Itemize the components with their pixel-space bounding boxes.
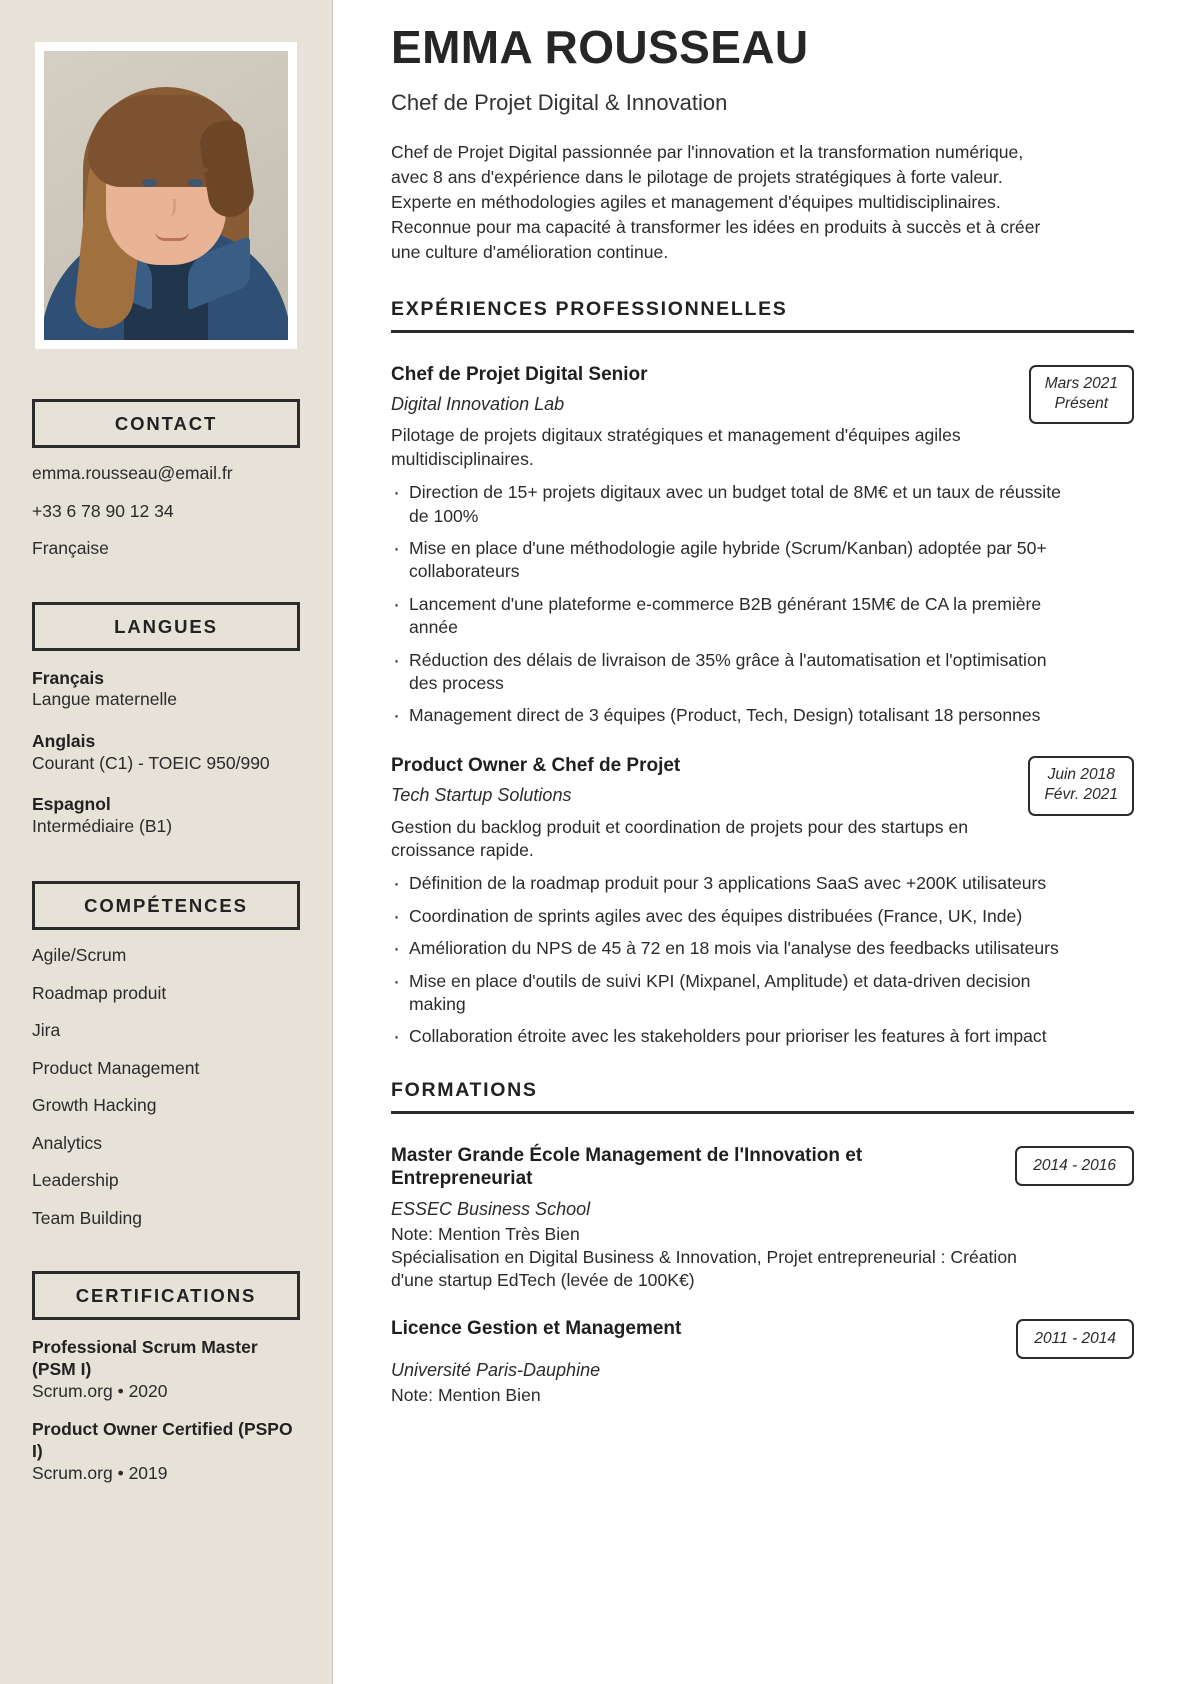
certification-meta: Scrum.org • 2020 (32, 1380, 168, 1401)
skills-section (32, 881, 300, 1227)
certification-meta: Scrum.org • 2019 (32, 1462, 168, 1483)
certification-name: Professional Scrum Master (PSM I) (32, 1337, 258, 1379)
experience-bullets (391, 872, 1134, 1048)
experience-title: Product Owner & Chef de Projet (391, 754, 681, 776)
education-entry (391, 1144, 1134, 1293)
experience-title: Chef de Projet Digital Senior (391, 363, 648, 385)
bullet-item: · Mise en place d'outils de suivi KPI (Mixpanel, Amplitude) et data-driven decision making (391, 970, 1063, 1017)
education-title: Master Grande École Management de l'Innovation et Entrepreneuriat (391, 1144, 863, 1189)
bullet-item: · Mise en place d'une méthodologie agile hybride (Scrum/Kanban) adoptée par 50+ collaborateurs (391, 537, 1063, 584)
language-item (32, 731, 300, 774)
contact-heading: CONTACT (32, 399, 300, 448)
certification-item (32, 1337, 300, 1402)
profile-photo-frame (35, 42, 297, 349)
bullet-item: · Lancement d'une plateforme e-commerce B2B générant 15M€ de CA la première année (391, 593, 1063, 640)
education-entry (391, 1317, 1134, 1407)
experience-date-badge (1028, 756, 1134, 816)
skill-item: Leadership (32, 1170, 119, 1191)
education-heading: FORMATIONS (391, 1079, 1134, 1114)
certifications-section (32, 1271, 300, 1484)
contact-email[interactable]: emma.rousseau@email.fr (32, 463, 233, 483)
education-title: Licence Gestion et Management (391, 1317, 682, 1339)
certification-item (32, 1419, 300, 1484)
languages-section (32, 602, 300, 838)
language-name: Anglais (32, 730, 96, 751)
language-item (32, 794, 300, 837)
skill-item: Team Building (32, 1207, 142, 1228)
experience-description: Pilotage de projets digitaux stratégiques et management d'équipes agiles multidisciplinaires. (391, 425, 961, 469)
language-level: Courant (C1) - TOEIC 950/990 (32, 752, 270, 773)
education-organization: ESSEC Business School (391, 1199, 591, 1220)
skill-item: Growth Hacking (32, 1095, 157, 1116)
language-name: Français (32, 667, 104, 688)
bullet-item: · Coordination de sprints agiles avec des équipes distribuées (France, UK, Inde) (391, 905, 1063, 928)
contact-phone[interactable]: +33 6 78 90 12 34 (32, 500, 174, 521)
languages-heading: LANGUES (32, 602, 300, 651)
certification-name: Product Owner Certified (PSPO I) (32, 1419, 293, 1461)
certifications-heading: CERTIFICATIONS (32, 1271, 300, 1320)
date-end: Présent (1054, 395, 1109, 412)
profile-summary: Chef de Projet Digital passionnée par l'innovation et la transformation numérique, avec 8 ans d'expérience dans le pilotage de projets stratégiques à forte valeur. Experte en méthodologies agiles et management d'équipes multidisciplinaires. Reconnue pour ma capacité à transformer les idées en produits à succès et à créer une culture d'amélioration continue. (391, 141, 1041, 262)
bullet-item: · Définition de la roadmap produit pour 3 applications SaaS avec +200K utilisateurs (391, 872, 1063, 895)
education-section (391, 1079, 1134, 1407)
contact-section (32, 399, 300, 558)
skill-item: Roadmap produit (32, 982, 167, 1003)
bullet-item: · Direction de 15+ projets digitaux avec un budget total de 8M€ et un taux de réussite de 100% (391, 481, 1063, 528)
date-start: Juin 2018 (1047, 765, 1115, 783)
candidate-job-title: Chef de Projet Digital & Innovation (391, 89, 728, 115)
language-item (32, 668, 300, 711)
sidebar (0, 0, 333, 1684)
education-date-badge: 2011 - 2014 (1016, 1319, 1134, 1359)
contact-nationality: Française (32, 538, 109, 558)
bullet-item: · Amélioration du NPS de 45 à 72 en 18 mois via l'analyse des feedbacks utilisateurs (391, 937, 1063, 960)
main-column (333, 0, 1190, 1684)
experience-description: Gestion du backlog produit et coordination de projets pour des startups en croissance rapide. (391, 816, 969, 861)
candidate-name: EMMA ROUSSEAU (391, 21, 809, 73)
date-start: Mars 2021 (1044, 374, 1118, 392)
profile-photo (44, 51, 288, 340)
bullet-item: · Réduction des délais de livraison de 35% grâce à l'automatisation et l'optimisation des process (391, 649, 1063, 696)
experience-organization: Digital Innovation Lab (391, 393, 565, 414)
bullet-item: · Collaboration étroite avec les stakeholders pour prioriser les features à fort impact (391, 1025, 1063, 1048)
skill-item: Agile/Scrum (32, 945, 127, 966)
skill-item: Product Management (32, 1057, 200, 1078)
education-organization: Université Paris-Dauphine (391, 1360, 601, 1381)
education-date-badge: 2014 - 2016 (1015, 1146, 1134, 1186)
language-level: Intermédiaire (B1) (32, 815, 173, 836)
skills-heading: COMPÉTENCES (32, 881, 300, 930)
language-name: Espagnol (32, 793, 111, 814)
experience-organization: Tech Startup Solutions (391, 784, 572, 805)
education-note: Note: Mention Bien (391, 1384, 541, 1405)
experience-entry (391, 754, 1134, 1049)
experience-heading: EXPÉRIENCES PROFESSIONNELLES (391, 298, 1134, 333)
experience-section (391, 298, 1134, 1049)
skill-item: Jira (32, 1020, 61, 1041)
education-note: Note: Mention Très Bien (391, 1223, 580, 1244)
skill-item: Analytics (32, 1132, 103, 1153)
date-end: Févr. 2021 (1044, 786, 1118, 804)
language-level: Langue maternelle (32, 689, 177, 710)
bullet-item: · Management direct de 3 équipes (Product, Tech, Design) totalisant 18 personnes (391, 704, 1063, 727)
education-specialization: Spécialisation en Digital Business & Innovation, Projet entrepreneurial : Création d'une startup EdTech (levée de 100K€) (391, 1246, 1017, 1291)
experience-date-badge (1029, 365, 1134, 425)
experience-bullets (391, 481, 1134, 728)
experience-entry (391, 363, 1134, 728)
